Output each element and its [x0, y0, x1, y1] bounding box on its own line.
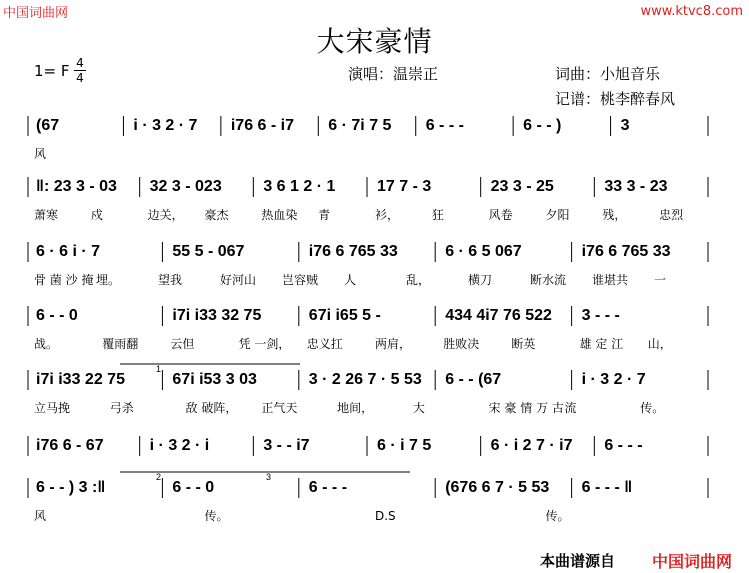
measure-notes: 6 · i 2 7 · i7 — [490, 437, 573, 454]
measure-notes: i76 6 765 33 — [308, 243, 398, 260]
lyric-syllable: 埋。 — [96, 273, 121, 287]
lyric-syllable: 忠烈 — [659, 208, 684, 222]
lyric-syllable: 衫， — [375, 208, 400, 222]
measure-notes: i76 6 - i7 — [230, 117, 295, 134]
lyric-syllable: D.S — [375, 509, 396, 523]
lyric-syllable: 豪杰 — [204, 208, 229, 222]
measure-notes: 6 - - - — [604, 437, 643, 454]
lyric-syllable: 雄 定 江 — [579, 337, 624, 351]
footer-site-name: 中国词曲网 — [652, 552, 733, 571]
measure-notes: 6 - - (67 — [445, 371, 502, 388]
lyric-syllable: 传。 — [640, 401, 665, 415]
lyric-syllable: 山， — [647, 337, 672, 351]
time-signature — [74, 57, 86, 84]
lyric-syllable: 戍 — [90, 208, 103, 222]
score-line-svg — [0, 362, 749, 420]
lyric-syllable: 断英 — [511, 337, 536, 351]
site-url: www.ktvc8.com — [640, 4, 743, 19]
lyric-syllable: 覆雨翻 — [102, 337, 139, 351]
lyric-syllable: 两肩， — [375, 337, 412, 351]
lyric-syllable: 萧寒 — [34, 208, 59, 222]
lyric-syllable: 传。 — [204, 509, 229, 523]
score-line — [0, 108, 749, 166]
lyric-syllable: 凭 一剑， — [238, 337, 291, 351]
measure-notes: i76 6 765 33 — [581, 243, 671, 260]
score-line — [0, 169, 749, 227]
lyric-syllable: 大 — [412, 401, 425, 415]
measure-notes: 6 - - - — [425, 117, 464, 134]
lyric-syllable: 流 — [564, 401, 577, 415]
lyric-syllable: 敌 破阵， — [185, 401, 238, 415]
measure-notes: 3 · 2 26 7 · 5 53 — [308, 371, 422, 388]
measure-notes: 6 · 6 5 067 — [445, 243, 522, 260]
footer-source-label: 本曲谱源自 — [540, 552, 616, 570]
measure-notes: (676 6 7 · 5 53 — [445, 479, 550, 496]
measure-notes: 17 7 - 3 — [377, 178, 432, 195]
measure-notes: 23 3 - 25 — [490, 178, 554, 195]
measure-notes: 55 5 - 067 — [172, 243, 245, 260]
measure-notes: 33 3 - 23 — [604, 178, 668, 195]
measure-notes: 6 - - 0 — [36, 307, 78, 324]
lyric-syllable: 谁堪共 — [592, 273, 629, 287]
lyric-syllable: 胜败决 — [443, 337, 480, 351]
score-line-svg — [0, 470, 749, 528]
lyric-syllable: 岂容贼 — [282, 273, 319, 287]
measure-notes: 6 - - - — [308, 479, 348, 496]
lyric-syllable: 人 — [344, 273, 357, 287]
measure-notes: 6 · i 7 5 — [377, 437, 432, 454]
volta-number: 3 — [266, 472, 272, 482]
lyric-syllable: 青 — [318, 208, 331, 222]
measure-notes: 6 · 7i 7 5 — [328, 117, 392, 134]
lyric-syllable: 立马挽 — [34, 401, 71, 415]
score-line-svg — [0, 169, 749, 227]
lyric-syllable: 风 — [34, 147, 47, 161]
lyric-syllable: 好河山 — [220, 273, 257, 287]
measure-notes: 67i i53 3 03 — [172, 371, 257, 388]
lyric-syllable: 断水流 — [530, 273, 567, 287]
measure-notes: 6 - - 0 — [172, 479, 215, 496]
measure-notes: 6 · 6 i · 7 — [36, 243, 101, 260]
lyric-syllable: 边关， — [147, 208, 184, 222]
time-signature-bottom: 4 — [76, 71, 84, 85]
key-signature: 1= F — [34, 62, 70, 80]
measure-notes: 434 4i7 76 522 — [445, 307, 552, 324]
score-line-svg — [0, 108, 749, 166]
measure-notes: 6 - - - ‖ — [581, 479, 633, 496]
lyric-syllable: 云但 — [170, 337, 195, 351]
measure-notes: i · 3 2 · i — [149, 437, 210, 454]
lyric-syllable: 乱， — [406, 273, 431, 287]
score-line-svg — [0, 234, 749, 292]
lyric-syllable: 地间， — [337, 401, 374, 415]
volta-number: 2 — [156, 472, 162, 482]
lyric-syllable: 一 — [654, 273, 667, 287]
lyric-syllable: 传。 — [545, 509, 570, 523]
measure-notes: 6 - - ) — [523, 117, 562, 134]
measure-notes: i · 3 2 · 7 — [133, 117, 198, 134]
measure-notes: 6 - - ) 3 :‖ — [36, 479, 106, 496]
song-title: 大宋豪情 — [316, 25, 433, 58]
lyric-syllable: 狂 — [431, 208, 444, 222]
lyric-syllable: 战。 — [34, 337, 59, 351]
lyric-syllable: 夕阳 — [545, 208, 570, 222]
time-signature-top: 4 — [76, 56, 84, 70]
measure-notes: i76 6 - 67 — [36, 437, 104, 454]
score-line — [0, 298, 749, 356]
lyric-syllable: 忠义扛 — [306, 337, 343, 351]
measure-notes: 67i i65 5 - — [308, 307, 381, 324]
lyric-syllable: 望我 — [158, 273, 183, 287]
lyric-syllable: 风 — [34, 509, 47, 523]
measure-notes: 32 3 - 023 — [149, 178, 222, 195]
measure-notes: 3 - - i7 — [263, 437, 310, 454]
lyric-syllable: 正气天 — [261, 401, 298, 415]
measure-notes: ‖: 23 3 - 03 — [36, 178, 117, 195]
score-line-svg — [0, 298, 749, 356]
score-line — [0, 234, 749, 292]
measure-notes: 3 — [620, 117, 630, 134]
lyric-syllable: 残， — [602, 208, 627, 222]
performer-credit: 演唱：温崇正 — [348, 65, 439, 83]
measure-notes: i7i i33 32 75 — [172, 307, 262, 324]
measure-notes: i7i i33 22 75 — [36, 371, 125, 388]
lyric-syllable: 弓杀 — [109, 401, 134, 415]
transcriber-credit: 记谱：桃李醉春风 — [555, 90, 676, 108]
site-name-top: 中国词曲网 — [3, 6, 69, 21]
score-line — [0, 362, 749, 420]
measure-notes: i · 3 2 · 7 — [581, 371, 646, 388]
lyric-syllable: 骨 菌 沙 掩 — [34, 273, 94, 287]
score-line — [0, 470, 749, 528]
lyric-syllable: 风卷 — [488, 208, 513, 222]
measure-notes: (67 — [36, 117, 60, 134]
lyric-syllable: 热血染 — [261, 208, 298, 222]
composer-credit: 词曲：小旭音乐 — [555, 65, 661, 83]
lyric-syllable: 宋 豪 情 万 古 — [488, 401, 564, 415]
measure-notes: 3 6 1 2 · 1 — [263, 178, 336, 195]
lyric-syllable: 横刀 — [468, 273, 493, 287]
volta-number: 1 — [156, 364, 162, 374]
measure-notes: 3 - - - — [581, 307, 620, 324]
